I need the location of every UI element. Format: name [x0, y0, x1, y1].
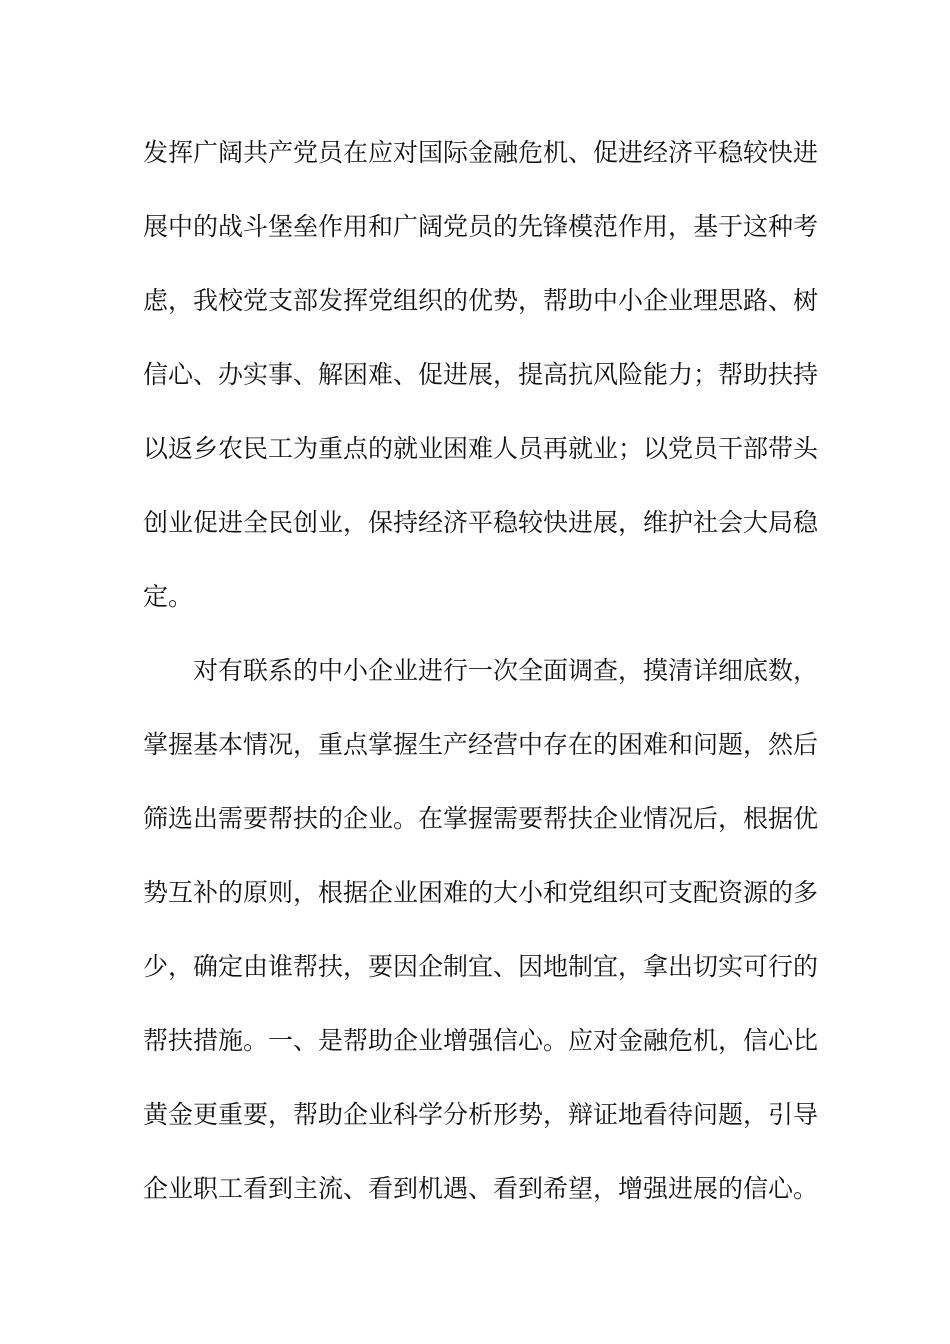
text-line: 黄金更重要，帮助企业科学分析形势，辩证地看待问题，引导	[143, 1100, 819, 1129]
paragraph-2	[143, 646, 819, 1238]
text-line: 定。	[143, 582, 194, 611]
text-line: 筛选出需要帮扶的企业。在掌握需要帮扶企业情况后，根据优	[143, 804, 819, 833]
paragraph-1	[143, 128, 819, 646]
text-line: 企业职工看到主流、看到机遇、看到希望，增强进展的信心。	[143, 1174, 819, 1203]
text-line: 发挥广阔共产党员在应对国际金融危机、促进经济平稳较快进	[143, 138, 819, 167]
text-line: 以返乡农民工为重点的就业困难人员再就业；以党员干部带头	[143, 434, 819, 463]
text-line: 帮扶措施。一、是帮助企业增强信心。应对金融危机，信心比	[143, 1026, 819, 1055]
text-line: 创业促进全民创业，保持经济平稳较快进展，维护社会大局稳	[143, 508, 819, 537]
text-line: 势互补的原则，根据企业困难的大小和党组织可支配资源的多	[143, 878, 819, 907]
text-line: 对有联系的中小企业进行一次全面调查，摸清详细底数，	[193, 656, 819, 685]
text-line: 展中的战斗堡垒作用和广阔党员的先锋模范作用，基于这种考	[143, 212, 819, 241]
text-line: 虑，我校党支部发挥党组织的优势，帮助中小企业理思路、树	[143, 286, 819, 315]
text-line: 少，确定由谁帮扶，要因企制宜、因地制宜，拿出切实可行的	[143, 952, 819, 981]
body-text	[143, 128, 819, 1238]
text-line: 掌握基本情况，重点掌握生产经营中存在的困难和问题，然后	[143, 730, 819, 759]
text-line: 信心、办实事、解困难、促进展，提高抗风险能力；帮助扶持	[143, 360, 819, 389]
